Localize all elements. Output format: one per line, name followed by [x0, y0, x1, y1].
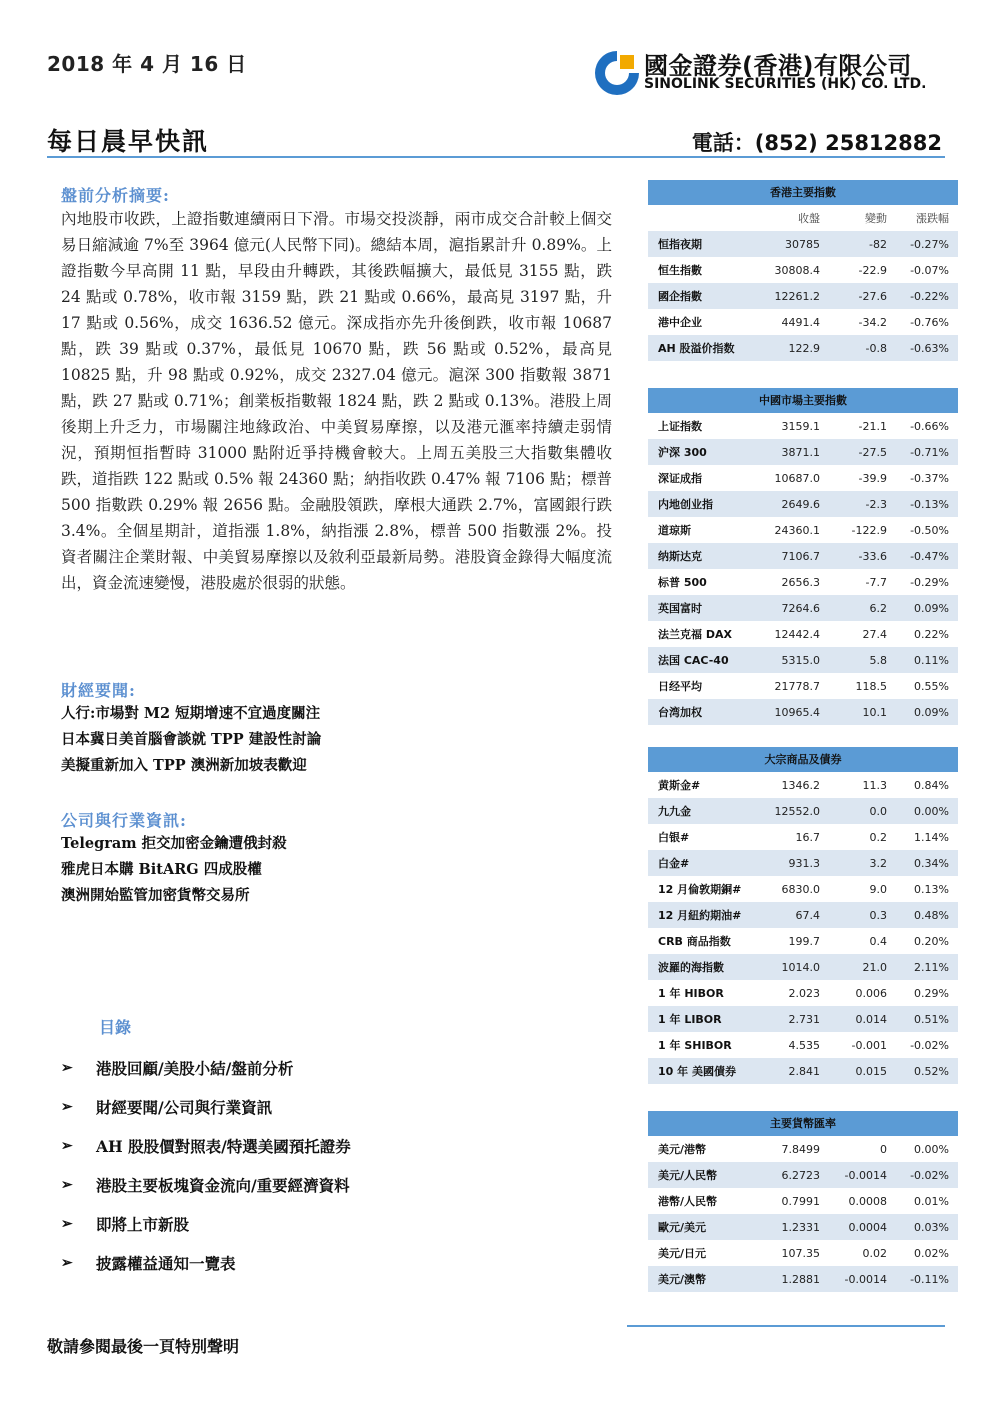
cell-value: 10965.4 [774, 705, 820, 719]
cell-value: -2.3 [865, 497, 887, 511]
cell-value: 2656.3 [781, 575, 820, 589]
cell-value: 0.52% [914, 1064, 949, 1078]
report-date: 2018 年 4 月 16 日 [47, 52, 247, 76]
row-label: 1 年 LIBOR [658, 1013, 722, 1026]
finance-news-heading: 財經要聞: [61, 681, 136, 700]
table-of-contents [61, 1048, 351, 1282]
cell-value: 12261.2 [774, 289, 820, 303]
table-row [648, 902, 958, 928]
cell-value: 0.00% [914, 804, 949, 818]
table-row [648, 413, 958, 439]
table-row [648, 491, 958, 517]
row-label: 恒指夜期 [658, 238, 702, 251]
news-item[interactable]: 美擬重新加入 TPP 澳洲新加坡表歡迎 [61, 757, 307, 774]
news-item[interactable]: 澳洲開始監管加密貨幣交易所 [61, 887, 250, 904]
cell-value: 0.4 [869, 934, 887, 948]
cell-value: 1.2331 [781, 1220, 820, 1234]
sinolink-logo-icon [594, 50, 640, 96]
table-row [648, 1214, 958, 1240]
toc-item[interactable] [61, 1204, 351, 1243]
table-row [648, 517, 958, 543]
cell-value: 3871.1 [781, 445, 820, 459]
cell-value: 0.02 [862, 1246, 887, 1260]
cell-value: 27.4 [862, 627, 887, 641]
cell-value: 199.7 [788, 934, 820, 948]
table-row [648, 824, 958, 850]
table-header-row [648, 205, 958, 231]
cell-value: 0.09% [914, 601, 949, 615]
cell-value: 7264.6 [781, 601, 820, 615]
cell-value: 3.2 [869, 856, 887, 870]
table-row [648, 1162, 958, 1188]
hk-indices-table [648, 180, 958, 361]
toc-item-label: 財經要聞/公司與行業資訊 [96, 1097, 273, 1117]
cell-value: 0.84% [914, 778, 949, 792]
cell-value: 0.0 [869, 804, 887, 818]
cell-value: -34.2 [858, 315, 887, 329]
arrow-bullet-icon: ➢ [61, 1254, 73, 1271]
cell-value: 9.0 [869, 882, 887, 896]
row-label: 美元/港幣 [658, 1143, 707, 1156]
table-row [648, 850, 958, 876]
table-row [648, 1266, 958, 1292]
cell-value: -39.9 [858, 471, 887, 485]
cell-value: 931.3 [788, 856, 820, 870]
news-item[interactable]: 日本冀日美首腦會談就 TPP 建設性討論 [61, 731, 322, 748]
toc-item-label: AH 股股價對照表/特選美國預托證券 [96, 1136, 351, 1156]
cell-value: -0.11% [910, 1272, 949, 1286]
cell-value: -122.9 [851, 523, 887, 537]
column-header: 漲跌幅 [916, 212, 949, 225]
cell-value: 2649.6 [781, 497, 820, 511]
cell-value: -0.0014 [844, 1272, 887, 1286]
cell-value: 0.03% [914, 1220, 949, 1234]
table-row [648, 980, 958, 1006]
cell-value: -0.50% [910, 523, 949, 537]
table-row [648, 876, 958, 902]
table-row [648, 798, 958, 824]
table-row [648, 928, 958, 954]
cell-value: -0.76% [910, 315, 949, 329]
cell-value: -0.71% [910, 445, 949, 459]
table-row [648, 1188, 958, 1214]
table-row [648, 699, 958, 725]
row-label: AH 股溢价指数 [658, 342, 735, 355]
phone-number: 電話：(852) 25812882 [691, 131, 942, 155]
table-row [648, 335, 958, 361]
news-item[interactable]: Telegram 拒交加密金鑰遭俄封殺 [61, 835, 287, 852]
cell-value: -0.0014 [844, 1168, 887, 1182]
cell-value: -27.5 [858, 445, 887, 459]
row-label: 黄斯金# [658, 779, 701, 792]
row-label: 港中企业 [658, 316, 702, 329]
cell-value: -0.02% [910, 1168, 949, 1182]
cell-value: 6.2723 [781, 1168, 820, 1182]
table-row [648, 647, 958, 673]
cell-value: -27.6 [858, 289, 887, 303]
row-label: CRB 商品指数 [658, 935, 731, 948]
cell-value: 12552.0 [774, 804, 820, 818]
cell-value: -21.1 [858, 419, 887, 433]
cell-value: 30808.4 [774, 263, 820, 277]
brand-name-cn: 國金證券(香港)有限公司 [644, 52, 912, 80]
cell-value: 1.2881 [781, 1272, 820, 1286]
row-label: 法兰克福 DAX [658, 628, 732, 641]
toc-item-label: 披露權益通知一覽表 [96, 1253, 236, 1273]
news-item[interactable]: 雅虎日本購 BitARG 四成股權 [61, 861, 262, 878]
table-row [648, 673, 958, 699]
cell-value: 21778.7 [774, 679, 820, 693]
row-label: 1 年 HIBOR [658, 987, 724, 1000]
currency-rates-table [648, 1111, 958, 1292]
cell-value: 4.535 [788, 1038, 820, 1052]
company-news-heading: 公司與行業資訊: [61, 811, 187, 830]
cell-value: 0.20% [914, 934, 949, 948]
cell-value: 6830.0 [781, 882, 820, 896]
cell-value: 2.731 [788, 1012, 820, 1026]
row-label: 10 年 美國債券 [658, 1065, 736, 1078]
cell-value: -0.63% [910, 341, 949, 355]
table-row [648, 1240, 958, 1266]
footer-divider [627, 1325, 945, 1327]
cell-value: -0.47% [910, 549, 949, 563]
cell-value: 0.0004 [848, 1220, 887, 1234]
row-label: 道琼斯 [658, 524, 691, 537]
table-title: 中國市場主要指數 [648, 388, 958, 413]
cell-value: 0.09% [914, 705, 949, 719]
company-news-list [61, 831, 401, 909]
arrow-bullet-icon: ➢ [61, 1059, 73, 1076]
table-row [648, 1058, 958, 1084]
arrow-bullet-icon: ➢ [61, 1098, 73, 1115]
cell-value: 0.006 [855, 986, 887, 1000]
table-row [648, 569, 958, 595]
news-item[interactable]: 人行:市場對 M2 短期增速不宜過度關注 [61, 705, 321, 722]
cell-value: 10687.0 [774, 471, 820, 485]
column-header: 收盤 [798, 212, 820, 225]
cell-value: 11.3 [862, 778, 887, 792]
row-label: 港幣/人民幣 [658, 1195, 718, 1208]
row-label: 白银# [658, 831, 690, 844]
cell-value: -33.6 [858, 549, 887, 563]
cell-value: 0 [880, 1142, 887, 1156]
table-row [648, 439, 958, 465]
cell-value: -7.7 [865, 575, 887, 589]
cell-value: 107.35 [781, 1246, 820, 1260]
cell-value: 0.13% [914, 882, 949, 896]
china-market-indices-table [648, 388, 958, 725]
cell-value: 12442.4 [774, 627, 820, 641]
table-row [648, 309, 958, 335]
cell-value: -0.66% [910, 419, 949, 433]
cell-value: 0.29% [914, 986, 949, 1000]
page-title: 每日晨早快訊 [47, 127, 210, 156]
cell-value: 7106.7 [781, 549, 820, 563]
toc-heading: 目錄 [99, 1018, 132, 1037]
table-row [648, 595, 958, 621]
summary-text: 內地股市收跌，上證指數連續兩日下滑。市場交投淡靜，兩市成交合計較上個交易日縮減逾 7%至 3964 億元(人民幣下同)。總結本周，滬指累計升 0.89%。上證指數今早高開 11 點，早段由升轉跌，其後跌幅擴大，最低見 3155 點，跌 24 點或 0.78%，收市報 3159 點，跌 21 點或 0.66%，最高見 3197 點，升 17 點或 0.56%，成交 1636.52 億元。深成指亦先升後倒跌，收市報 10687 點，跌 39 點或 0.37%，最低見 10670 點，跌 56 點或 0.52%，最高見 10825 點，升 98 點或 0.92%，成交 2327.04 億元。滬深 300 指數報 3871 點，跌 27 點或 0.71%；創業板指數報 1824 點，跌 2 點或 0.13%。港股上周後期上升乏力，市場關注地緣政治、中美貿易摩擦，以及港元滙率持續走弱情況，預期恒指暫時 31000 點附近爭持機會較大。上周五美股三大指數集體收跌，道指跌 122 點或 0.5% 報 24360 點；納指收跌 0.47% 報 7106 點；標普 500 指數跌 0.29% 報 2656 點。金融股領跌，摩根大通跌 2.7%，富國銀行跌 3.4%。全個星期計，道指漲 1.8%，納指漲 2.8%，標普 500 指數漲 2%。投資者關注企業財報、中美貿易摩擦以及敘利亞最新局勢。港股資金錄得大幅度流出，資金流速變慢，港股處於很弱的狀態。 [61, 210, 612, 592]
cell-value: 118.5 [855, 679, 887, 693]
cell-value: 0.02% [914, 1246, 949, 1260]
row-label: 恒生指數 [658, 264, 702, 277]
toc-item-label: 港股主要板塊資金流向/重要經濟資料 [96, 1175, 350, 1195]
cell-value: 5315.0 [781, 653, 820, 667]
cell-value: 2.841 [788, 1064, 820, 1078]
table-row [648, 465, 958, 491]
table-row [648, 543, 958, 569]
cell-value: -0.27% [910, 237, 949, 251]
cell-value: 0.34% [914, 856, 949, 870]
cell-value: 0.51% [914, 1012, 949, 1026]
table-row [648, 257, 958, 283]
cell-value: 0.015 [855, 1064, 887, 1078]
row-label: 白金# [658, 857, 690, 870]
row-label: 1 年 SHIBOR [658, 1039, 732, 1052]
cell-value: -0.02% [910, 1038, 949, 1052]
finance-news-list [61, 701, 401, 779]
cell-value: 1.14% [914, 830, 949, 844]
cell-value: 67.4 [795, 908, 820, 922]
table-title: 大宗商品及債券 [648, 747, 958, 772]
cell-value: 7.8499 [781, 1142, 820, 1156]
cell-value: 6.2 [869, 601, 887, 615]
column-header: 變動 [865, 212, 887, 225]
toc-item-label: 港股回顧/美股小結/盤前分析 [96, 1058, 294, 1078]
cell-value: 0.2 [869, 830, 887, 844]
cell-value: 1014.0 [781, 960, 820, 974]
table-title: 主要貨幣匯率 [648, 1111, 958, 1136]
row-label: 波羅的海指數 [658, 961, 724, 974]
toc-item[interactable] [61, 1243, 351, 1282]
cell-value: 122.9 [788, 341, 820, 355]
cell-value: -82 [869, 237, 887, 251]
table-row [648, 621, 958, 647]
row-label: 深证成指 [658, 472, 702, 485]
row-label: 台湾加权 [658, 706, 702, 719]
table-row [648, 772, 958, 798]
row-label: 英国富时 [658, 602, 702, 615]
summary-heading: 盤前分析摘要: [61, 186, 170, 205]
row-label: 内地创业指 [658, 498, 713, 511]
cell-value: -0.37% [910, 471, 949, 485]
cell-value: 0.00% [914, 1142, 949, 1156]
cell-value: 0.7991 [781, 1194, 820, 1208]
cell-value: 30785 [785, 237, 820, 251]
table-row [648, 283, 958, 309]
row-label: 上证指数 [658, 420, 702, 433]
cell-value: 1346.2 [781, 778, 820, 792]
cell-value: -0.07% [910, 263, 949, 277]
row-label: 九九金 [658, 805, 691, 818]
cell-value: 0.01% [914, 1194, 949, 1208]
table-title: 香港主要指數 [648, 180, 958, 205]
toc-item-label: 即將上市新股 [96, 1214, 190, 1234]
cell-value: 0.55% [914, 679, 949, 693]
toc-item[interactable] [61, 1048, 351, 1087]
row-label: 國企指數 [658, 290, 702, 303]
arrow-bullet-icon: ➢ [61, 1137, 73, 1154]
disclaimer-text: 敬請參閱最後一頁特別聲明 [47, 1337, 240, 1356]
cell-value: -0.29% [910, 575, 949, 589]
row-label: 歐元/美元 [658, 1221, 707, 1234]
table-row [648, 954, 958, 980]
arrow-bullet-icon: ➢ [61, 1176, 73, 1193]
cell-value: 21.0 [862, 960, 887, 974]
cell-value: 24360.1 [774, 523, 820, 537]
cell-value: -0.001 [851, 1038, 887, 1052]
cell-value: -22.9 [858, 263, 887, 277]
row-label: 美元/人民幣 [658, 1169, 718, 1182]
row-label: 美元/日元 [658, 1247, 707, 1260]
cell-value: 2.023 [788, 986, 820, 1000]
brand-name-en: SINOLINK SECURITIES (HK) CO. LTD. [644, 76, 927, 92]
row-label: 美元/澳幣 [658, 1273, 707, 1286]
row-label: 沪深 300 [658, 446, 707, 459]
toc-item[interactable] [61, 1165, 351, 1204]
table-row [648, 1006, 958, 1032]
cell-value: 0.014 [855, 1012, 887, 1026]
row-label: 12 月倫敦期銅# [658, 883, 742, 896]
cell-value: 5.8 [869, 653, 887, 667]
row-label: 纳斯达克 [658, 550, 702, 563]
row-label: 标普 500 [658, 576, 707, 589]
table-row [648, 1136, 958, 1162]
cell-value: 16.7 [795, 830, 820, 844]
cell-value: 0.48% [914, 908, 949, 922]
commodities-bonds-table [648, 747, 958, 1084]
table-row [648, 1032, 958, 1058]
arrow-bullet-icon: ➢ [61, 1215, 73, 1232]
toc-item[interactable] [61, 1126, 351, 1165]
table-row [648, 231, 958, 257]
cell-value: 10.1 [862, 705, 887, 719]
cell-value: -0.22% [910, 289, 949, 303]
cell-value: 0.11% [914, 653, 949, 667]
cell-value: 0.3 [869, 908, 887, 922]
row-label: 日经平均 [658, 680, 702, 693]
cell-value: -0.13% [910, 497, 949, 511]
row-label: 法国 CAC-40 [658, 654, 729, 667]
cell-value: 0.22% [914, 627, 949, 641]
row-label: 12 月紐約期油# [658, 909, 742, 922]
cell-value: 4491.4 [781, 315, 820, 329]
cell-value: 3159.1 [781, 419, 820, 433]
header-divider [47, 156, 945, 158]
toc-item[interactable] [61, 1087, 351, 1126]
cell-value: -0.8 [865, 341, 887, 355]
cell-value: 0.0008 [848, 1194, 887, 1208]
cell-value: 2.11% [914, 960, 949, 974]
